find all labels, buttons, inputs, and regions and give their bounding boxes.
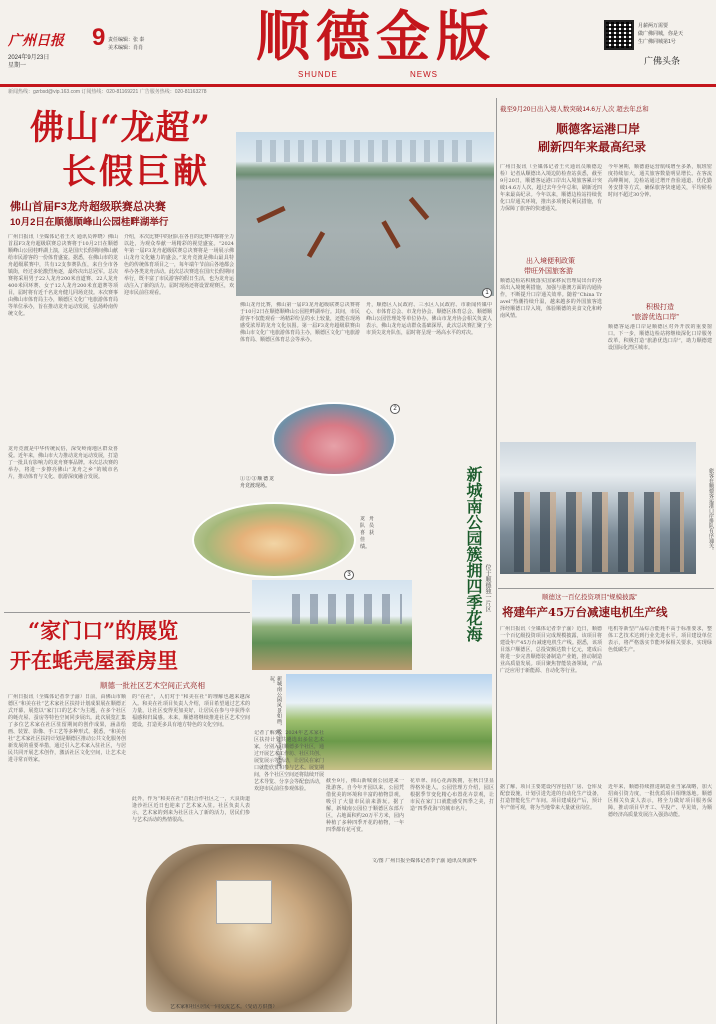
- port-article: [496, 98, 716, 588]
- park-headline: 新城南公园簇拥四季花海: [464, 466, 483, 642]
- issue-date: 2024年9月23日: [8, 55, 50, 61]
- photo-number-1: 1: [482, 288, 492, 298]
- high-rise-buildings: [292, 594, 402, 624]
- motor-body-col2: 据了解，项目主要建设内容包括厂房、仓库及配套设施，计划引进先进的自动化生产设备，打造智能化生产车间。项目建成投产后，预计年产值可观，将为当地带来大量就业岗位。: [500, 784, 602, 811]
- port-body-col4: 顺德客运港口岸是顺德区对外开放的重要窗口。下一步，顺德边检站将继续深化口岸服务改革，积极打造“旅游优选口岸”，助力顺德建设国际化湾区城市。: [608, 324, 712, 351]
- motor-body-col3: 电机等新型产品综合能耗不高于标准要求，整体工艺技术达到行业先进水平。项目建设单位表示，将严格落实节能环保相关要求，实现绿色低碳生产。: [608, 626, 712, 653]
- editor-line-2: 美术编辑：肖肖: [108, 45, 144, 51]
- port-headline-1: 顺德客运港口岸: [556, 122, 641, 136]
- dragon-body-col3: 佛山龙舟比赛，佛山第一届F3龙舟超级联赛总决赛将于10月2日在顺德顺峰山公园桂畔湖举行。其间，市民游客不仅能观看一场精彩纷呈的水上较量，还能在现场感受浓厚的龙舟文化氛围。第一届F3龙舟超级联赛由佛山市文化广电旅游体育局主办，顺德区文化广电旅游体育局、顺德区体育总会等承办。: [240, 302, 360, 343]
- art-body-col3: 此外，作为“和美在社”首批合作社区之一，大良街道逢沙社区近日也迎来了艺术家入驻。社区负责人表示，艺术家的到来为社区注入了新的活力，居民们参与艺术活动的热情很高。: [132, 796, 250, 823]
- motor-article: [496, 588, 716, 1024]
- port-body-col1: 广州日报讯（全媒体记者王火通讯员顺德边检）记者从顺德出入境边防检查站获悉，截至9月20日，顺德客运港口岸出入境旅客累计突破14.6万人次，超过去年全年总和，刷新近四年来最高纪录。今年以来，顺德边检站持续优化口岸通关环境，推出多项便民利民措施，有力保障了旅客的快速通关。: [500, 164, 602, 212]
- park-photo-1: [252, 580, 412, 670]
- motor-body-col1: 广州日报讯（全媒体记者李子渝）近日，顺德一个百亿级投资项目完成规模披露，该项目将建设年产45万台减速电机生产线。据悉，该项目落户顺德区，总投资额达数十亿元，建成后将进一步完善顺德装备制造产业链，推动制造业高质量发展。项目聚焦智能装备领域，产品广泛应用于新能源、自动化等行业。: [500, 626, 602, 674]
- park-body-col1: 截至9月，佛山新城南公园迎来一批游客。自今年开园以来，公园凭借优美的环境和丰富的植物景观，吸引了大量市民前来游玩。据了解，新城南公园位于顺德区东部片区，占地面积约20万平方米，园内种植了多种四季开花的植物，一年四季都有花可赏。: [326, 778, 404, 833]
- boat-3: [381, 220, 400, 248]
- port-photo-caption: 旅客在顺德客运港口岸排队有序通关。: [708, 468, 714, 553]
- art-photo-caption: 艺术家和社区居民一同交流艺术。（受访方供图）: [170, 1004, 278, 1010]
- section-rule-left: [4, 612, 250, 613]
- masthead: [0, 0, 716, 96]
- title-en-right: NEWS: [410, 70, 438, 79]
- boat-2: [307, 231, 325, 258]
- boat-4: [409, 197, 430, 220]
- dragon-subhead-1: 佛山首届F3龙舟超级联赛总决赛: [10, 201, 166, 213]
- motor-body-col4: 近年来，顺德持续推进制造业当家战略，加大招商引资力度，一批优质项目相继落地。顺德区相关负责人表示，将全力做好项目服务保障，推动项目早开工、早投产、早见效，为顺德经济高质量发展注入强劲动能。: [608, 784, 712, 818]
- title-en-left: SHUNDE: [298, 70, 338, 79]
- dragon-headline-1: 佛山“龙超”: [30, 108, 212, 148]
- dragon-boat-photo: [236, 132, 494, 296]
- port-body-col2: 顺德边检站积极落实国家移民管理局出台的各项出入境便利措施，加强与港澳方面的沟通协作，不断提升口岸通关效率。随着“China Travel”热潮持续升温，越来越多的外国旅客选择经顺德口岸入境，体验顺德的美食文化和岭南风情。: [500, 278, 602, 319]
- dragon-body-col2: 介绍，本次比赛中的团队在各自的比赛中都将全力以赴，为观众奉献一场精彩的视觉盛宴。“2024年第一届F3龙舟超级联赛总决赛将是一场展示佛山龙舟文化魅力的盛会。”龙舟竞渡是佛山最具特色的传统体育项目之一，每年端午节前后各地都会举办各类龙舟活动。此次总决赛选在国庆长假期间举行，既丰富了市民游客的假日生活，也为龙舟运动注入了新的活力。届时现场还将设置观赛区，欢迎市民前往观看。: [124, 234, 234, 296]
- park-photo-caption: 新城南公园风景如画，吸引市民前来游玩。: [269, 676, 282, 766]
- boat-1: [256, 206, 285, 223]
- park-subhead: 位于顺德独一片区: [484, 564, 490, 612]
- inset-caption-1: ①②③顺德龙舟竞渡现场。: [240, 476, 274, 489]
- port-body-col3: 今年暑期，顺德港运营航线增至多条，航班密度持续加大，通关旅客数量明显增长。在客流高峰期间，边检站通过增开查验通道、优化勤务安排等方式，确保旅客快速通关，平均候检时间不超过30分钟。: [608, 164, 712, 198]
- port-headline-2: 刷新四年来最高纪录: [538, 140, 647, 154]
- motor-headline: 将建年产45万台减速电机生产线: [502, 605, 668, 619]
- art-body-col4: 记者了解到，2024年艺术家社区扶持计划共遴选出多位艺术家，分别入驻顺德多个社区，通过开展艺术工作坊、社区共创、展览展示等活动，让居民在家门口就能欣赏和参与艺术。展览期间，各个社区空间还将陆续开展艺术导览、分享会等配套活动，欢迎市民前往参观体验。: [254, 730, 324, 792]
- art-board: [216, 880, 272, 924]
- dragon-body-col4: 舟，顺德区人民政府、三水区人民政府、市新闻传媒中心、市体育总会、市龙舟协会、顺德区体育总会、顺德顺峰山公园管理处等单位协办。佛山市龙舟协会相关负责人表示，佛山龙舟运动群众基础深厚，此次总决赛汇聚了全市顶尖龙舟队伍，届时将呈现一场高水平的对决。: [366, 302, 492, 336]
- art-headline-2: 开在蚝壳屋蚕房里: [10, 648, 178, 673]
- masthead-rule: [0, 84, 716, 87]
- park-body-col2: 花草翠、间心花海簇拥，在秋日里显得格外迷人。公园管理方介绍，园区根据季节变化精心布置花卉景观，让市民在家门口就能感受四季之美，打造“四季花海”的城市名片。: [410, 778, 494, 812]
- photo-number-2: 2: [390, 404, 400, 414]
- dragon-subhead-2: 10月2日在顺德顺峰山公园桂畔湖举行: [10, 217, 169, 228]
- editor-line-1: 责任编辑：张 泰: [108, 37, 145, 43]
- city-skyline: [256, 140, 476, 162]
- photo-number-3: 3: [344, 570, 354, 580]
- vertical-rule-right: [496, 98, 497, 1024]
- port-sub2: 积极打造: [646, 304, 674, 311]
- section-rule-right: [498, 588, 714, 589]
- footer-credit-line: 文/图 广州日报全媒体记者李子渝 通讯员黄淑华: [372, 858, 477, 864]
- passenger-group: [514, 492, 684, 572]
- port-sub2b: “旅游优选口岸”: [632, 314, 679, 321]
- art-headline-1: “家门口”的展览: [28, 618, 179, 643]
- issue-weekday: 星期一: [8, 63, 27, 69]
- port-sub1b: 带旺外国旅客游: [524, 268, 573, 275]
- qr-text-1: 月薪两万需要: [638, 23, 669, 29]
- port-customs-photo: [500, 442, 696, 574]
- page-number: 9: [92, 24, 106, 51]
- art-subhead: 顺德一批社区艺术空间正式亮相: [100, 681, 205, 690]
- port-kicker: 截至9月20日出入境人数突破14.6万人次 超去年总和: [500, 106, 649, 113]
- dragon-headline-2: 长假巨献: [62, 152, 210, 192]
- dragon-body-col5: 龙舟竞渡是中华传统民俗，深受岭南地区群众喜爱。近年来，佛山市大力推动龙舟运动发展，打造了一批具有影响力的龙舟赛事品牌。本次总决赛的举办，将进一步擦亮佛山“龙舟之乡”的城市名片，推动体育与文化、旅游深度融合发展。: [8, 446, 118, 480]
- port-sub1: 出入境便利政策: [526, 258, 575, 265]
- newspaper-logo: 广州日报: [8, 32, 64, 48]
- qr-code: [604, 20, 634, 50]
- contact-line: 新闻热线：gzrbsd@vip.163.com 订阅热线：020-81169221 广告服务热线：020-81163278: [8, 89, 207, 95]
- art-community-photo: [146, 844, 352, 1012]
- inset-caption-2: 龙舟队员喜获佳绩。: [360, 516, 374, 550]
- art-body-col1: 广州日报讯（全媒体记者李子渝）日前，由佛山市顺德区“和美在社”艺术家社区扶持计划成果展在顺德正式开幕，展览以“家门口的艺术”为主题，在多个社区的蚝壳屋、蚕房等特色空间同步展出。此次展览汇集了多位艺术家在社区驻留期间的创作成果，涵盖绘画、装置、影像、手工艺等多种形式。据悉，“和美在社”艺术家社区扶持计划是顺德区推动公共文化服务创新发展的重要举措，通过引入艺术家入驻社区，与居民共同开展艺术创作，激活社区文化空间，让艺术走进寻常百姓家。: [8, 694, 126, 763]
- qr-text-2: 做广佛同城，你是天: [638, 31, 684, 37]
- motor-kicker: 顺德这一百亿投资项目“规模披露”: [542, 594, 638, 601]
- qr-text-3: 生广佛同城第1号: [638, 39, 676, 45]
- qr-caption: 广佛头条: [644, 56, 681, 66]
- park-article-text: [250, 774, 496, 854]
- page-title: 顺德金版: [256, 4, 496, 68]
- art-body-col2: 的“在社”，人们对于“和美在社”的理解也越来越深入。和美在社项目负责人介绍，项目希望通过艺术的力量，让社区变得更加美好，让居民在参与中获得幸福感和归属感。未来，顺德将继续推进社区艺术空间建设，打造更多具有地方特色的文化空间。: [132, 694, 250, 728]
- dragon-body-col1: 广州日报讯（全媒体记者王火 通讯员钟晓）佛山首届F3龙舟超级联赛总决赛将于10月2日在顺德顺峰山公园桂畔湖上演，这是国庆长假期间佛山献给市民游客的一份体育盛宴。据悉，在佛山市的龙舟超级联赛中，共有12支参赛队伍，来自全市各镇街，经过多轮激烈角逐，最终决出总冠军。总决赛将采用男子22人龙舟200米直道赛、22人龙舟400米回环赛、女子12人龙舟200米直道赛等项目，届时将有近千名龙舟健儿同场竞技。本次赛事由佛山市体育局主办，顺德区文化广电旅游体育局等单位承办，旨在推动龙舟运动发展，弘扬岭南传统文化。: [8, 234, 118, 317]
